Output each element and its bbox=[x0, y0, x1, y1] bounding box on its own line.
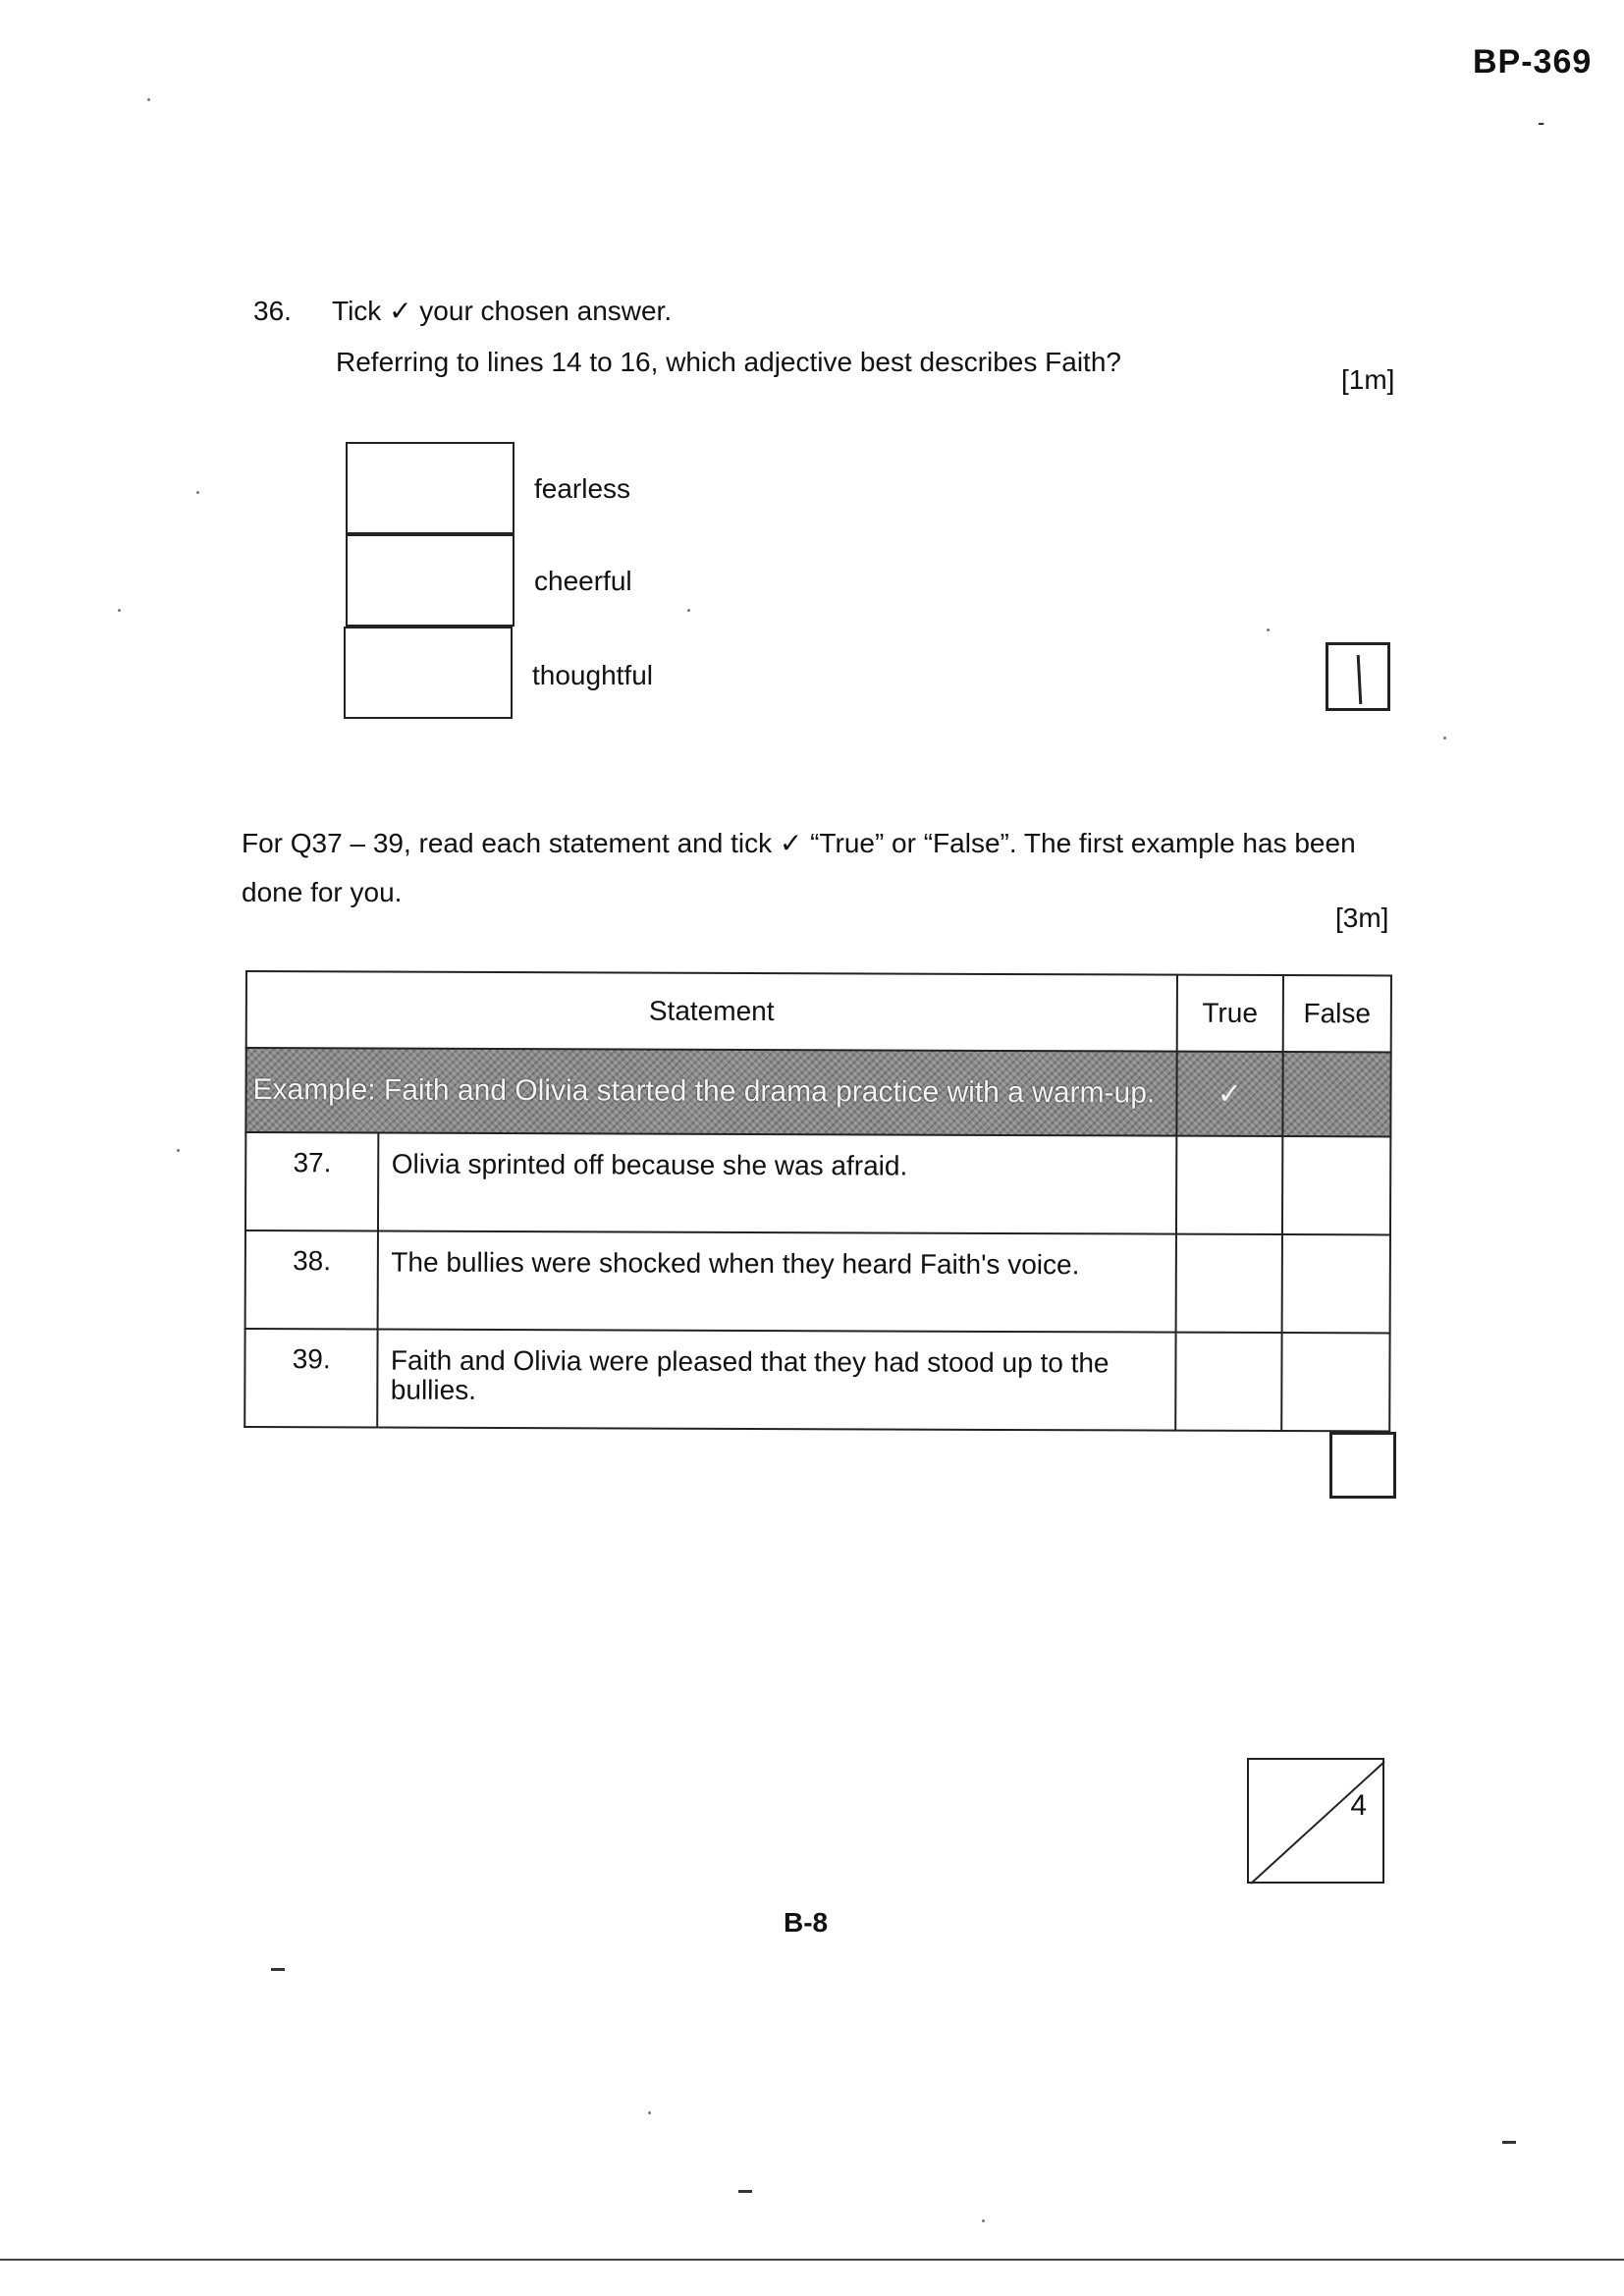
true-cell-39[interactable] bbox=[1175, 1333, 1281, 1431]
corner-dash: - bbox=[1538, 110, 1545, 135]
true-false-table bbox=[244, 970, 1392, 1432]
q36-question: Referring to lines 14 to 16, which adjective best describes Faith? bbox=[336, 347, 1121, 377]
example-false-cell bbox=[1282, 1052, 1390, 1136]
option-label-cheerful: cheerful bbox=[534, 566, 632, 596]
scan-speck bbox=[147, 98, 150, 101]
row-number: 38. bbox=[245, 1230, 379, 1330]
scan-dash bbox=[1502, 2141, 1516, 2144]
scan-speck bbox=[196, 491, 199, 494]
false-cell-38[interactable] bbox=[1281, 1234, 1389, 1333]
scan-speck bbox=[177, 1149, 180, 1152]
handwritten-score-stroke bbox=[1357, 655, 1363, 704]
example-tick-true: ✓ bbox=[1176, 1052, 1282, 1136]
q36-marker-box bbox=[1326, 642, 1390, 711]
row-number: 37. bbox=[245, 1132, 379, 1231]
total-score-box bbox=[1247, 1758, 1384, 1884]
scan-speck bbox=[687, 609, 690, 612]
header-statement: Statement bbox=[246, 971, 1177, 1052]
option-box-cheerful[interactable] bbox=[346, 534, 514, 627]
example-row bbox=[245, 1048, 1390, 1136]
table-header-row bbox=[246, 971, 1391, 1052]
scan-speck bbox=[118, 609, 121, 612]
row-statement: Olivia sprinted off because she was afraid. bbox=[378, 1133, 1176, 1234]
table-row bbox=[245, 1230, 1390, 1333]
q36-instruction: Tick ✓ your chosen answer. bbox=[332, 296, 673, 326]
option-box-thoughtful[interactable] bbox=[344, 627, 513, 719]
scan-speck bbox=[982, 2219, 985, 2222]
scan-speck bbox=[648, 2111, 651, 2114]
tf-instruction-line2: done for you. bbox=[242, 877, 403, 907]
tf-instruction-line1: For Q37 – 39, read each statement and tick ✓ “True” or “False”. The first example has been bbox=[242, 828, 1356, 858]
diagonal-divider bbox=[1249, 1760, 1386, 1886]
option-label-fearless: fearless bbox=[534, 473, 631, 504]
total-max-marks: 4 bbox=[1350, 1789, 1367, 1822]
scan-edge-line bbox=[0, 2259, 1624, 2261]
q37-39-marker-box bbox=[1329, 1432, 1396, 1499]
q36-number: 36. bbox=[253, 296, 292, 326]
scan-speck bbox=[1267, 629, 1270, 631]
false-cell-37[interactable] bbox=[1282, 1136, 1390, 1234]
tf-marks: [3m] bbox=[1335, 902, 1389, 933]
table-row bbox=[245, 1132, 1390, 1234]
header-false: False bbox=[1283, 975, 1391, 1052]
scan-dash bbox=[271, 1968, 285, 1971]
true-cell-38[interactable] bbox=[1175, 1234, 1281, 1333]
page-number: B-8 bbox=[784, 1907, 829, 1938]
row-statement: Faith and Olivia were pleased that they had stood up to the bullies. bbox=[378, 1330, 1176, 1431]
option-label-thoughtful: thoughtful bbox=[532, 660, 653, 690]
q36-marks: [1m] bbox=[1341, 364, 1395, 395]
true-cell-37[interactable] bbox=[1176, 1136, 1282, 1234]
option-box-fearless[interactable] bbox=[346, 442, 514, 534]
row-number: 39. bbox=[244, 1329, 378, 1428]
row-statement: The bullies were shocked when they heard Faith's voice. bbox=[378, 1231, 1176, 1333]
false-cell-39[interactable] bbox=[1281, 1333, 1389, 1431]
table-row bbox=[244, 1329, 1389, 1431]
header-true: True bbox=[1176, 975, 1282, 1052]
page-code: BP-369 bbox=[1473, 43, 1593, 81]
example-statement bbox=[245, 1048, 1176, 1136]
example-text: Example: Faith and Olivia started the drama practice with a warm-up. bbox=[252, 1073, 1156, 1110]
scan-speck bbox=[1443, 737, 1446, 739]
scan-dash bbox=[738, 2190, 752, 2193]
